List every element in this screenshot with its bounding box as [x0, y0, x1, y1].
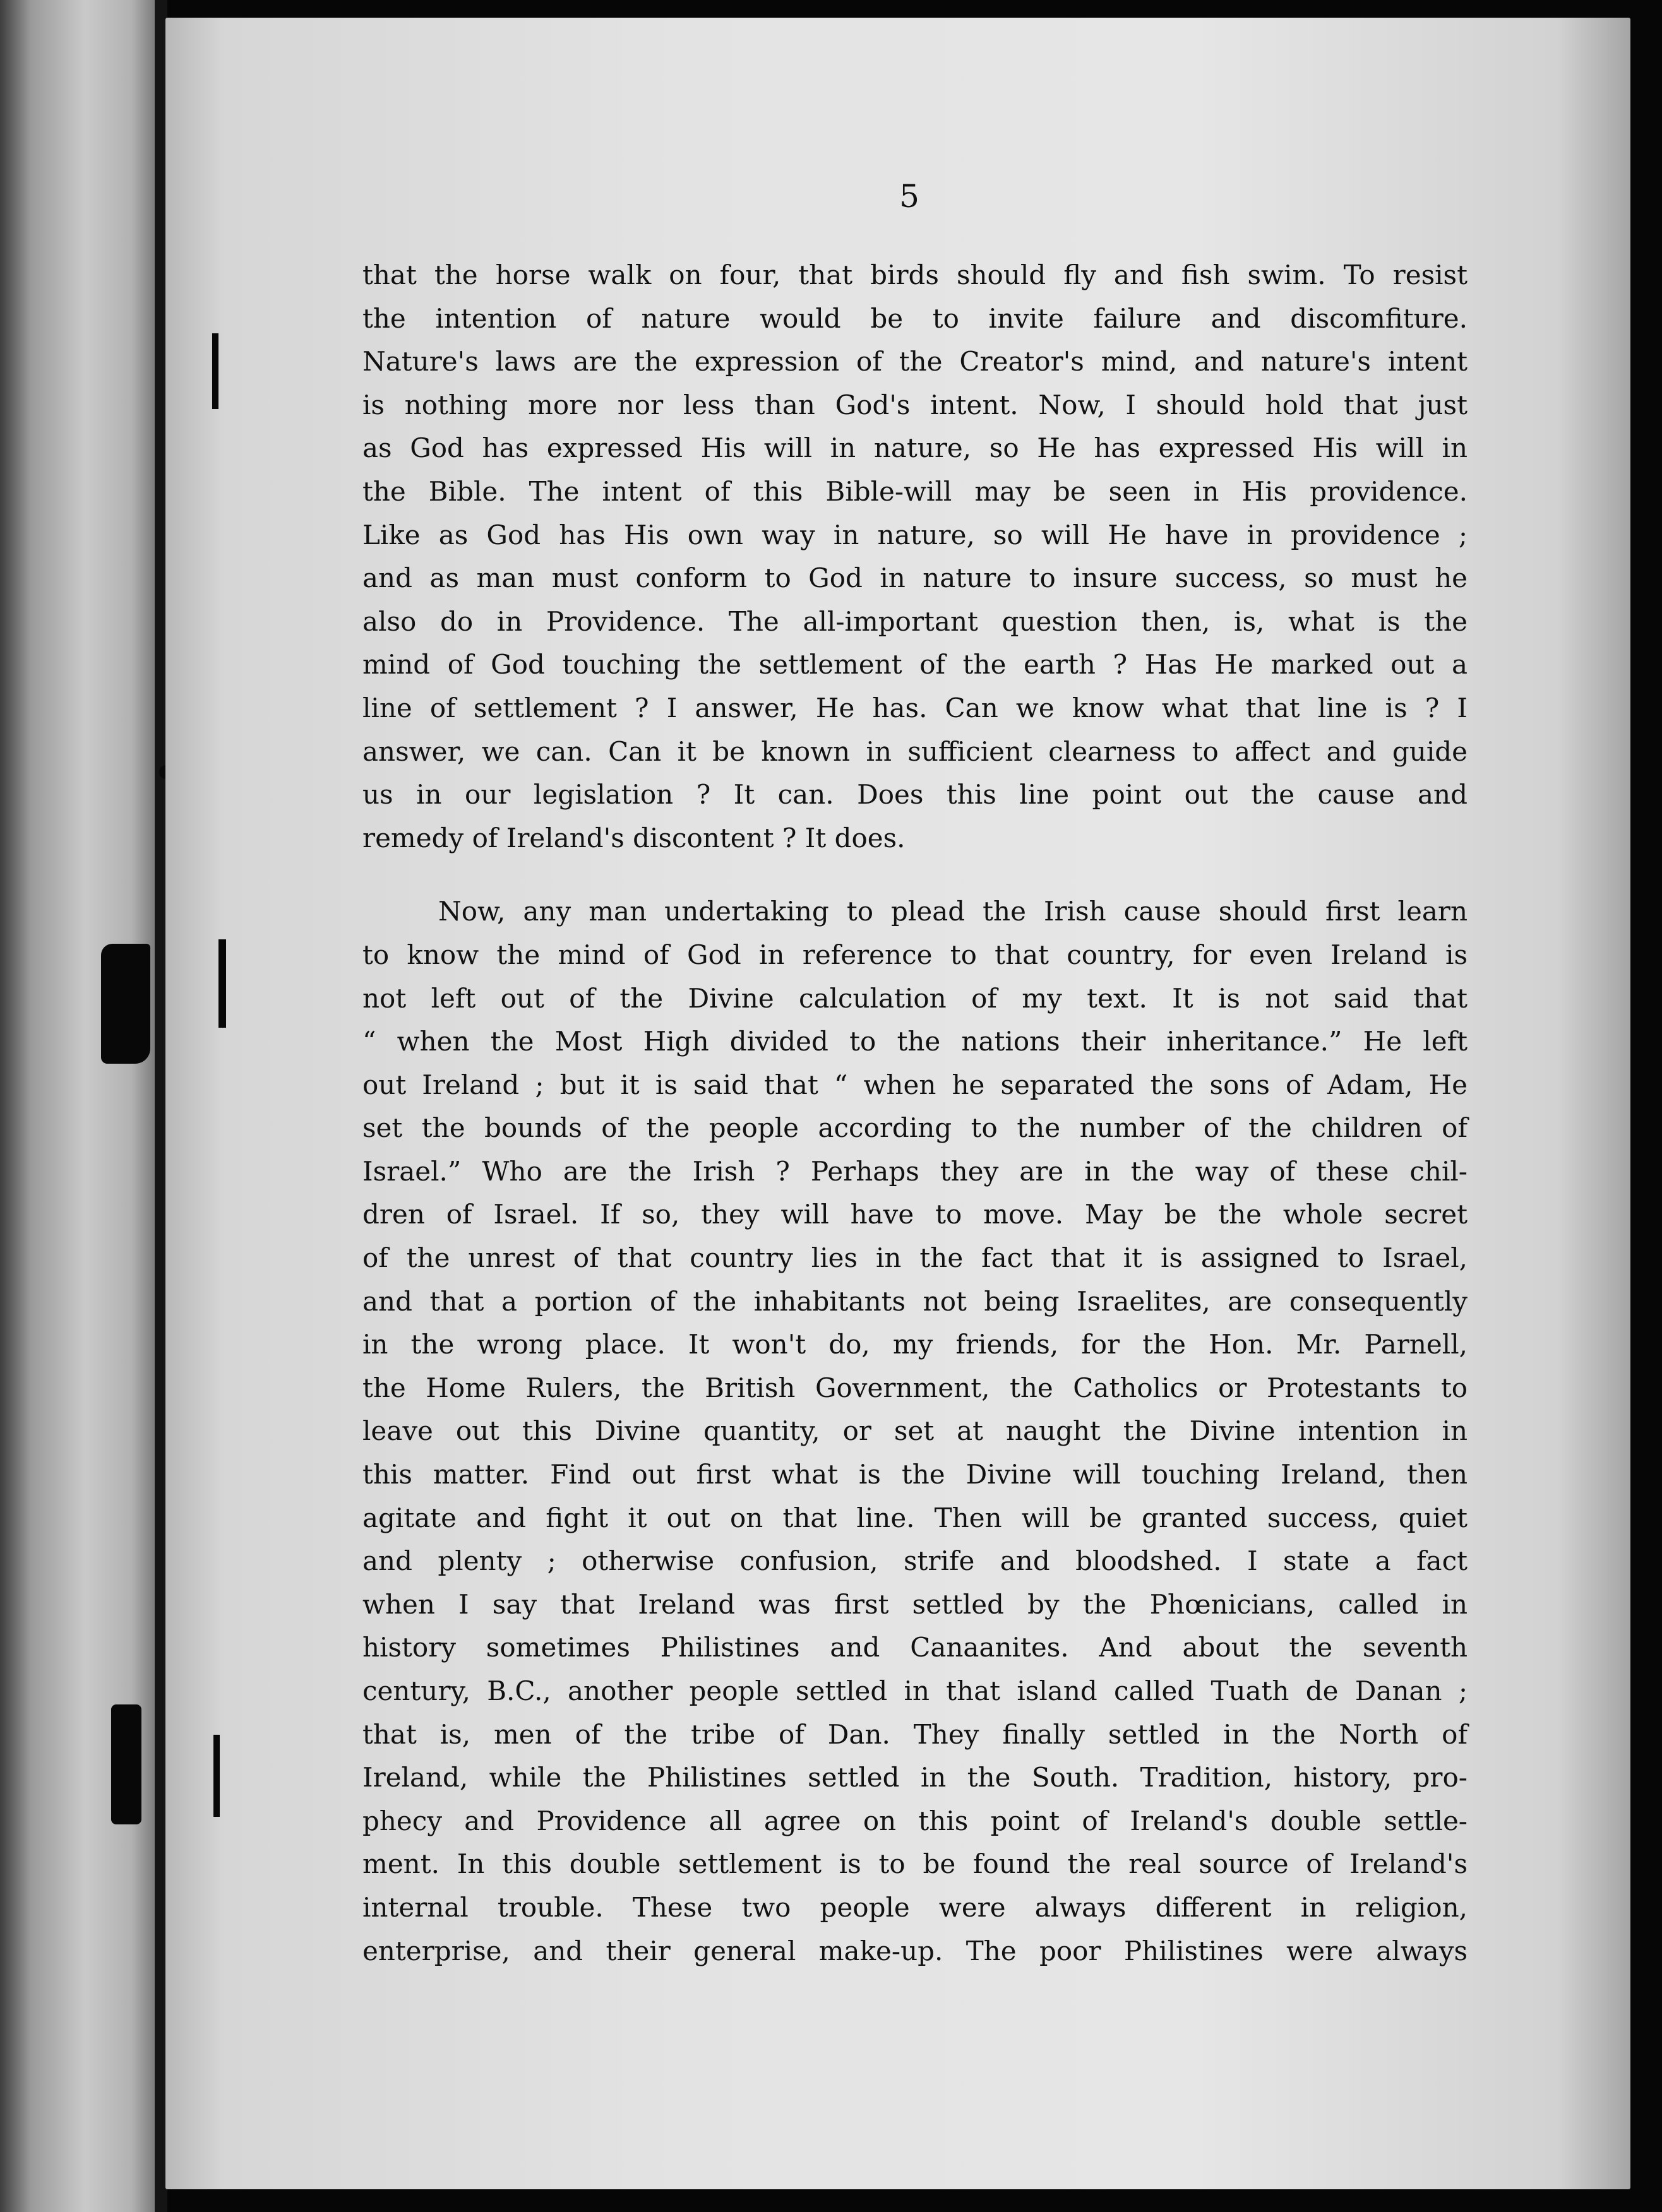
text-line: to know the mind of God in reference to that country, for even Ireland is [362, 939, 1468, 970]
text-line: line of settlement ? I answer, He has. Can we know what that line is ? I [362, 692, 1468, 723]
text-line: is nothing more nor less than God's intent. Now, I should hold that just [362, 389, 1468, 420]
ink-mark [212, 333, 218, 409]
text-line: ment. In this double settlement is to be found the real source of Ireland's [362, 1848, 1468, 1880]
page-number: 5 [899, 178, 919, 215]
text-line: out Ireland ; but it is said that “ when he separated the sons of Adam, He [362, 1069, 1468, 1100]
text-line: the Home Rulers, the British Government, the Catholics or Protestants to [362, 1372, 1468, 1403]
text-line: in the wrong place. It won't do, my friends, for the Hon. Mr. Parnell, [362, 1329, 1468, 1360]
text-line: phecy and Providence all agree on this point of Ireland's double settle- [362, 1805, 1468, 1836]
previous-page-edge [0, 0, 155, 2212]
paragraph-1 [362, 254, 1468, 860]
text-line: when I say that Ireland was first settled by the Phœnicians, called in [362, 1588, 1468, 1620]
text-line: mind of God touching the settlement of the earth ? Has He marked out a [362, 649, 1468, 681]
ink-mark [218, 939, 226, 1028]
text-line: that is, men of the tribe of Dan. They finally settled in the North of [362, 1718, 1468, 1750]
paragraph-2 [362, 890, 1468, 1973]
text-line: remedy of Ireland's discontent ? It does. [362, 822, 906, 853]
text-line: enterprise, and their general make-up. The poor Philistines were always [362, 1935, 1468, 1966]
text-line: agitate and fight it out on that line. Then will be granted success, quiet [362, 1502, 1468, 1533]
text-line: and as man must conform to God in nature to insure success, so must he [362, 562, 1468, 594]
text-line: as God has expressed His will in nature, so He has expressed His will in [362, 432, 1468, 464]
text-line: “ when the Most High divided to the nations their inheritance.” He left [362, 1026, 1468, 1057]
text-line: Israel.” Who are the Irish ? Perhaps they are in the way of these chil- [362, 1155, 1468, 1187]
text-line: Ireland, while the Philistines settled in the South. Tradition, history, pro- [362, 1762, 1468, 1793]
text-line: and that a portion of the inhabitants not being Israelites, are consequently [362, 1285, 1468, 1317]
text-line: internal trouble. These two people were always different in religion, [362, 1891, 1468, 1923]
text-line: leave out this Divine quantity, or set at naught the Divine intention in [362, 1415, 1468, 1447]
binding-mark [111, 1704, 141, 1824]
text-line: the Bible. The intent of this Bible-will may be seen in His providence. [362, 475, 1468, 507]
text-line: answer, we can. Can it be known in sufficient clearness to affect and guide [362, 735, 1468, 767]
ink-mark [213, 1735, 220, 1817]
text-line: set the bounds of the people according to the number of the children of [362, 1112, 1468, 1144]
text-line: history sometimes Philistines and Canaanites. And about the seventh [362, 1632, 1468, 1663]
text-line: Nature's laws are the expression of the Creator's mind, and nature's intent [362, 346, 1468, 378]
text-line: that the horse walk on four, that birds should fly and fish swim. To resist [362, 259, 1468, 290]
text-line: this matter. Find out first what is the Divine will touching Ireland, then [362, 1459, 1468, 1490]
body-text [362, 254, 1468, 1973]
binding-mark [101, 944, 150, 1064]
text-line: us in our legislation ? It can. Does this line point out the cause and [362, 779, 1468, 811]
text-line: and plenty ; otherwise confusion, strife and bloodshed. I state a fact [362, 1545, 1468, 1577]
text-line: Now, any man undertaking to plead the Irish cause should first learn [438, 896, 1468, 927]
text-line: of the unrest of that country lies in the fact that it is assigned to Israel, [362, 1242, 1468, 1274]
text-line: Like as God has His own way in nature, so will He have in providence ; [362, 519, 1468, 550]
text-line: century, B.C., another people settled in that island called Tuath de Danan ; [362, 1675, 1468, 1706]
text-line: dren of Israel. If so, they will have to move. May be the whole secret [362, 1199, 1468, 1230]
text-line: the intention of nature would be to invite failure and discomfiture. [362, 302, 1468, 334]
text-line: also do in Providence. The all-important question then, is, what is the [362, 605, 1468, 637]
text-line: not left out of the Divine calculation of my text. It is not said that [362, 982, 1468, 1014]
